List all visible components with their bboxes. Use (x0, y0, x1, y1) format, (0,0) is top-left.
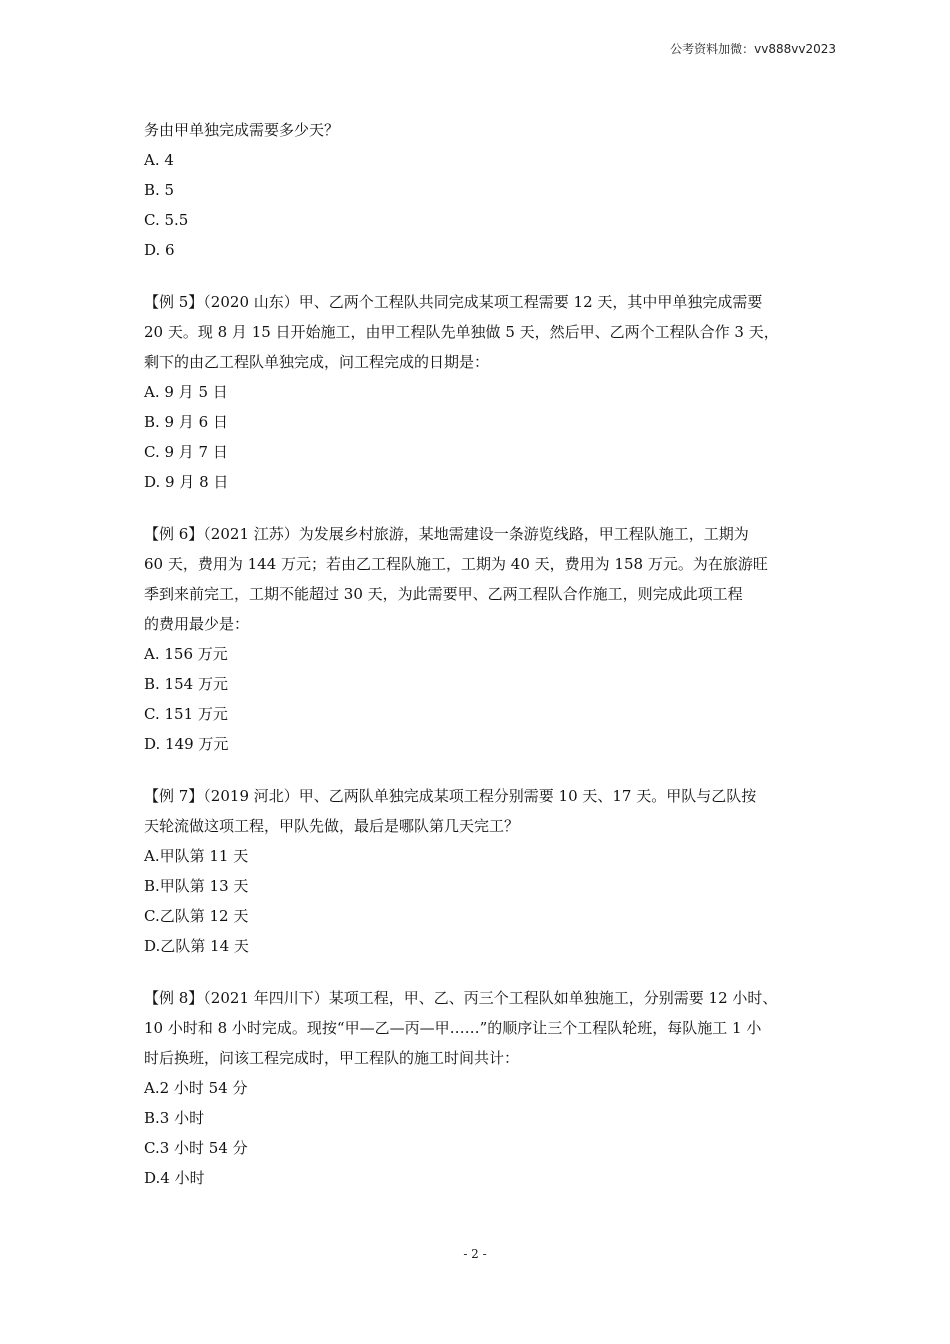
option-c: C.乙队第 12 天 (144, 907, 249, 925)
question-line: 季到来前完工，工期不能超过 30 天，为此需要甲、乙两工程队合作施工，则完成此项工程 (144, 585, 743, 603)
question-block-example-6 (144, 519, 814, 759)
question-line: 的费用最少是： (144, 615, 250, 633)
option-d: D.乙队第 14 天 (144, 937, 249, 955)
question-line: 【例 7】（2019 河北）甲、乙两队单独完成某项工程分别需要 10 天、17 天。甲队与乙队按 (144, 787, 757, 805)
option-a: A. 4 (144, 151, 174, 169)
question-line: 【例 6】（2021 江苏）为发展乡村旅游，某地需建设一条游览线路，甲工程队施工，工期为 (144, 525, 749, 543)
question-line: 时后换班，问该工程完成时，甲工程队的施工时间共计： (144, 1049, 520, 1067)
option-c: C. 151 万元 (144, 705, 228, 723)
option-b: B. 9 月 6 日 (144, 413, 228, 431)
question-line: 【例 5】（2020 山东）甲、乙两个工程队共同完成某项工程需要 12 天，其中甲单独完成需要 (144, 293, 763, 311)
header-contact-note: 公考资料加微：vv888vv2023 (670, 42, 836, 56)
question-line: 60 天，费用为 144 万元；若由乙工程队施工，工期为 40 天，费用为 158 万元。为在旅游旺 (144, 555, 768, 573)
option-a: A.2 小时 54 分 (144, 1079, 248, 1097)
document-body (144, 115, 814, 1193)
option-c: C. 9 月 7 日 (144, 443, 228, 461)
question-line: 剩下的由乙工程队单独完成，问工程完成的日期是： (144, 353, 490, 371)
question-line: 20 天。现 8 月 15 日开始施工，由甲工程队先单独做 5 天，然后甲、乙两个工程队合作 3 天， (144, 323, 779, 341)
question-line: 务由甲单独完成需要多少天？ (144, 121, 340, 139)
option-a: A. 156 万元 (144, 645, 228, 663)
option-d: D. 6 (144, 241, 175, 259)
question-block-example-7 (144, 781, 814, 961)
option-b: B.3 小时 (144, 1109, 205, 1127)
option-c: C. 5.5 (144, 211, 189, 229)
option-b: B. 154 万元 (144, 675, 228, 693)
option-a: A.甲队第 11 天 (144, 847, 249, 865)
question-line: 【例 8】（2021 年四川下）某项工程，甲、乙、丙三个工程队如单独施工，分别需要 12 小时、 (144, 989, 778, 1007)
page-number: - 2 - (463, 1247, 487, 1261)
question-block-continued (144, 115, 814, 265)
question-line: 10 小时和 8 小时完成。现按“甲—乙—丙—甲……”的顺序让三个工程队轮班，每队施工 1 小 (144, 1019, 762, 1037)
option-d: D.4 小时 (144, 1169, 205, 1187)
question-line: 天轮流做这项工程，甲队先做，最后是哪队第几天完工？ (144, 817, 520, 835)
option-d: D. 149 万元 (144, 735, 229, 753)
option-a: A. 9 月 5 日 (144, 383, 228, 401)
option-d: D. 9 月 8 日 (144, 473, 229, 491)
question-block-example-5 (144, 287, 814, 497)
option-b: B.甲队第 13 天 (144, 877, 249, 895)
option-b: B. 5 (144, 181, 175, 199)
question-block-example-8 (144, 983, 814, 1193)
option-c: C.3 小时 54 分 (144, 1139, 248, 1157)
